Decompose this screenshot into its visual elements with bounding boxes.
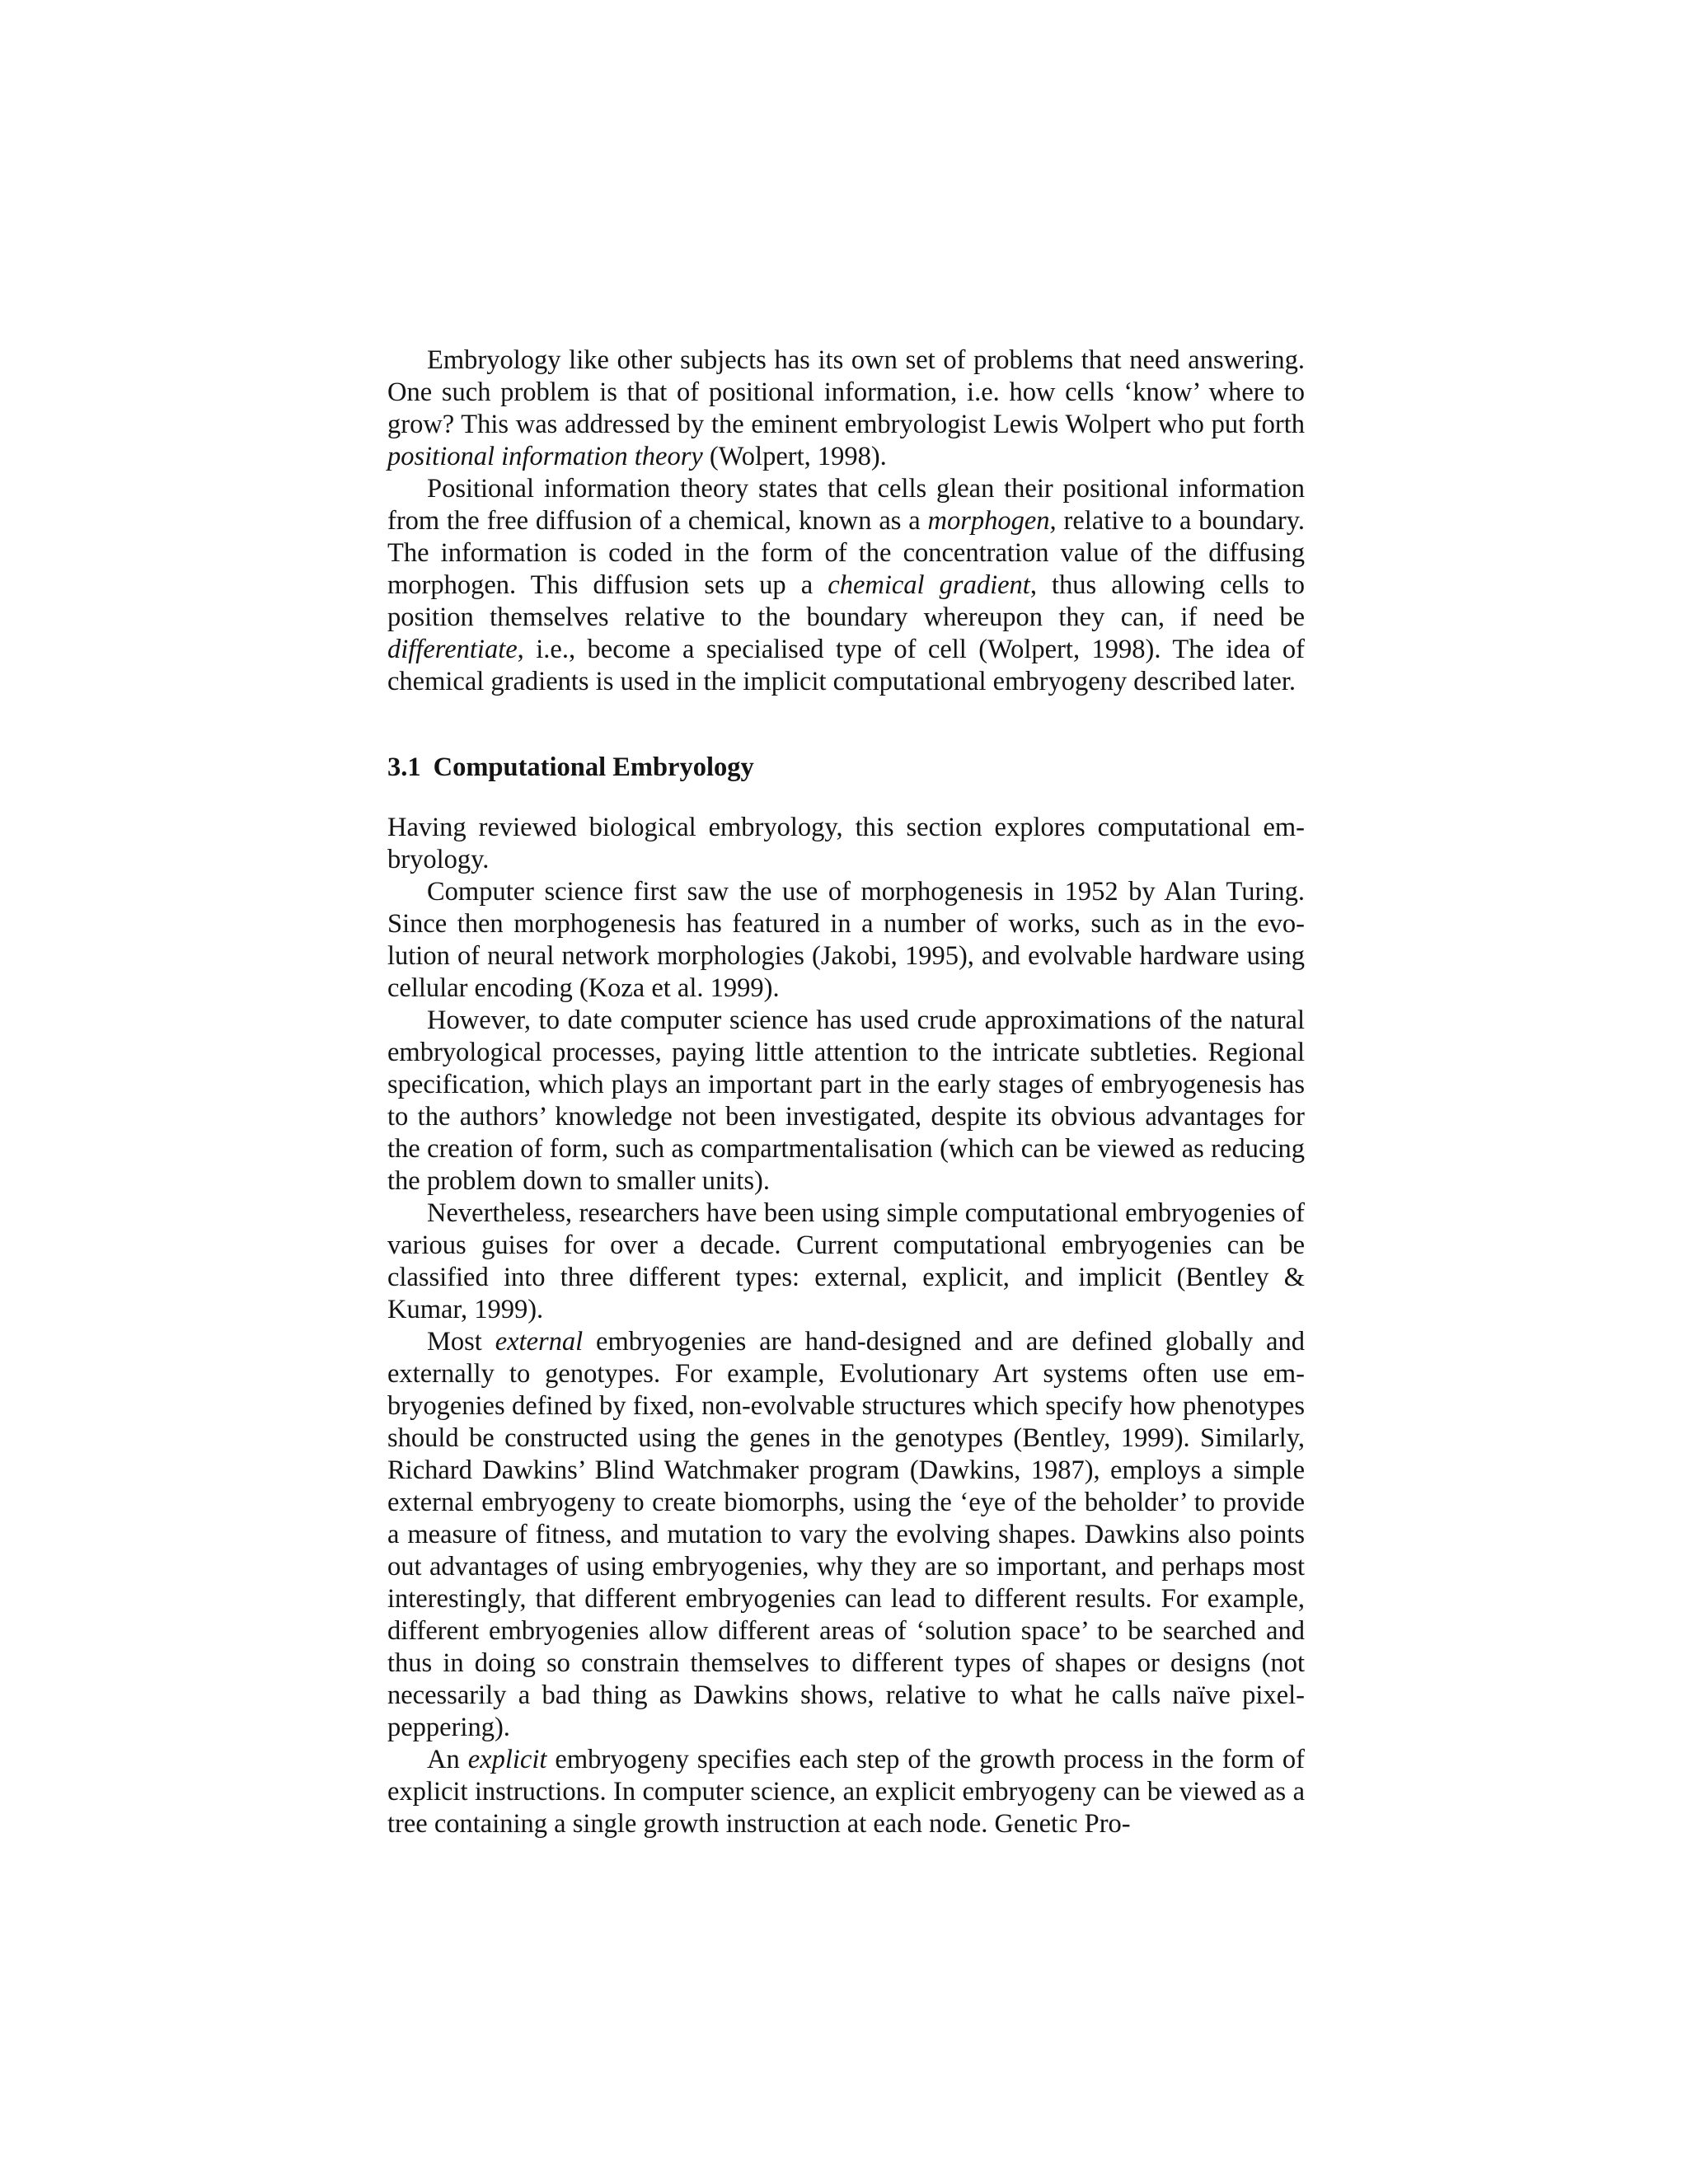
paragraph-external-embryogenies: Most external embryogenies are hand-designed and are defined globally and externally to genotypes. For example, Evolutionary Art systems often use embryogenies defined by fixed, non-evolvable structures which specify how phenotypes should be constructed using the genes in the genotypes (Bentley, 1999). Similarly, Richard Dawkins’ Blind Watchmaker program (Dawkins, 1987), employs a simple external embryogeny to create biomorphs, using the ‘eye of the beholder’ to provide a measure of fitness, and mutation to vary the evolving shapes. Dawkins also points out advantages of using embryogenies, why they are so important, and perhaps most interestingly, that different embryogenies can lead to different results. For example, different embryogenies allow different areas of ‘solution space’ to be searched and thus in doing so constrain themselves to different types of shapes or designs (not necessarily a bad thing as Dawkins shows, relative to what he calls naïve pixel-peppering). [387, 1327, 1305, 1742]
paragraph-explicit-embryogeny: An explicit embryogeny specifies each step of the growth process in the form of explicit instructions. In computer science, an explicit embryogeny can be viewed as a tree containing a single growth instruction at each node. Genetic Pro- [387, 1745, 1305, 1839]
paragraph-embryogeny-types: Nevertheless, researchers have been using simple computational embryogenies of various guises for over a decade. Current computational embryogenies can be classified into three different types: external, explicit, and implicit (Bentley & Kumar, 1999). [387, 1198, 1305, 1324]
section-number: 3.1 [387, 752, 421, 782]
body-text-main [387, 812, 1305, 1840]
paragraph-turing-morphogenesis: Computer science first saw the use of morphogenesis in 1952 by Alan Turing. Since then morphogenesis has featured in a number of works, such as in the evolution of neural network morphologies (Jakobi, 1995), and evolvable hardware using cellular encoding (Koza et al. 1999). [387, 877, 1305, 1003]
body-text-top [387, 344, 1305, 698]
paragraph-positional-information: Positional information theory states that cells glean their positional information from the free diffusion of a chemical, known as a morphogen, relative to a boundary. The information is coded in the form of the concentration value of the diffusing morphogen. This diffusion sets up a chemical gradient, thus allowing cells to position themselves relative to the boundary whereupon they can, if need be differentiate, i.e., become a specialised type of cell (Wolpert, 1998). The idea of chemical gradients is used in the implicit computational embryogeny described later. [387, 474, 1306, 696]
paragraph-crude-approximations: However, to date computer science has used crude approximations of the natural embryological processes, paying little attention to the intricate subtleties. Regional specification, which plays an important part in the early stages of embryogenesis has to the authors’ knowledge not been investigated, despite its obvious advantages for the creation of form, such as compartmentalisation (which can be viewed as reducing the problem down to smaller units). [387, 1005, 1305, 1196]
section-title: Computational Embryology [433, 752, 754, 782]
section-heading [387, 752, 1305, 784]
paragraph-embryology-problems: Embryology like other subjects has its own set of problems that need answering. One such problem is that of positional information, i.e. how cells ‘know’ where to grow? This was addressed by the eminent embryologist Lewis Wolpert who put forth positional information theory (Wolpert, 1998). [387, 345, 1305, 471]
paragraph-section-intro: Having reviewed biological embryology, this section explores computational embryology. [387, 813, 1305, 874]
